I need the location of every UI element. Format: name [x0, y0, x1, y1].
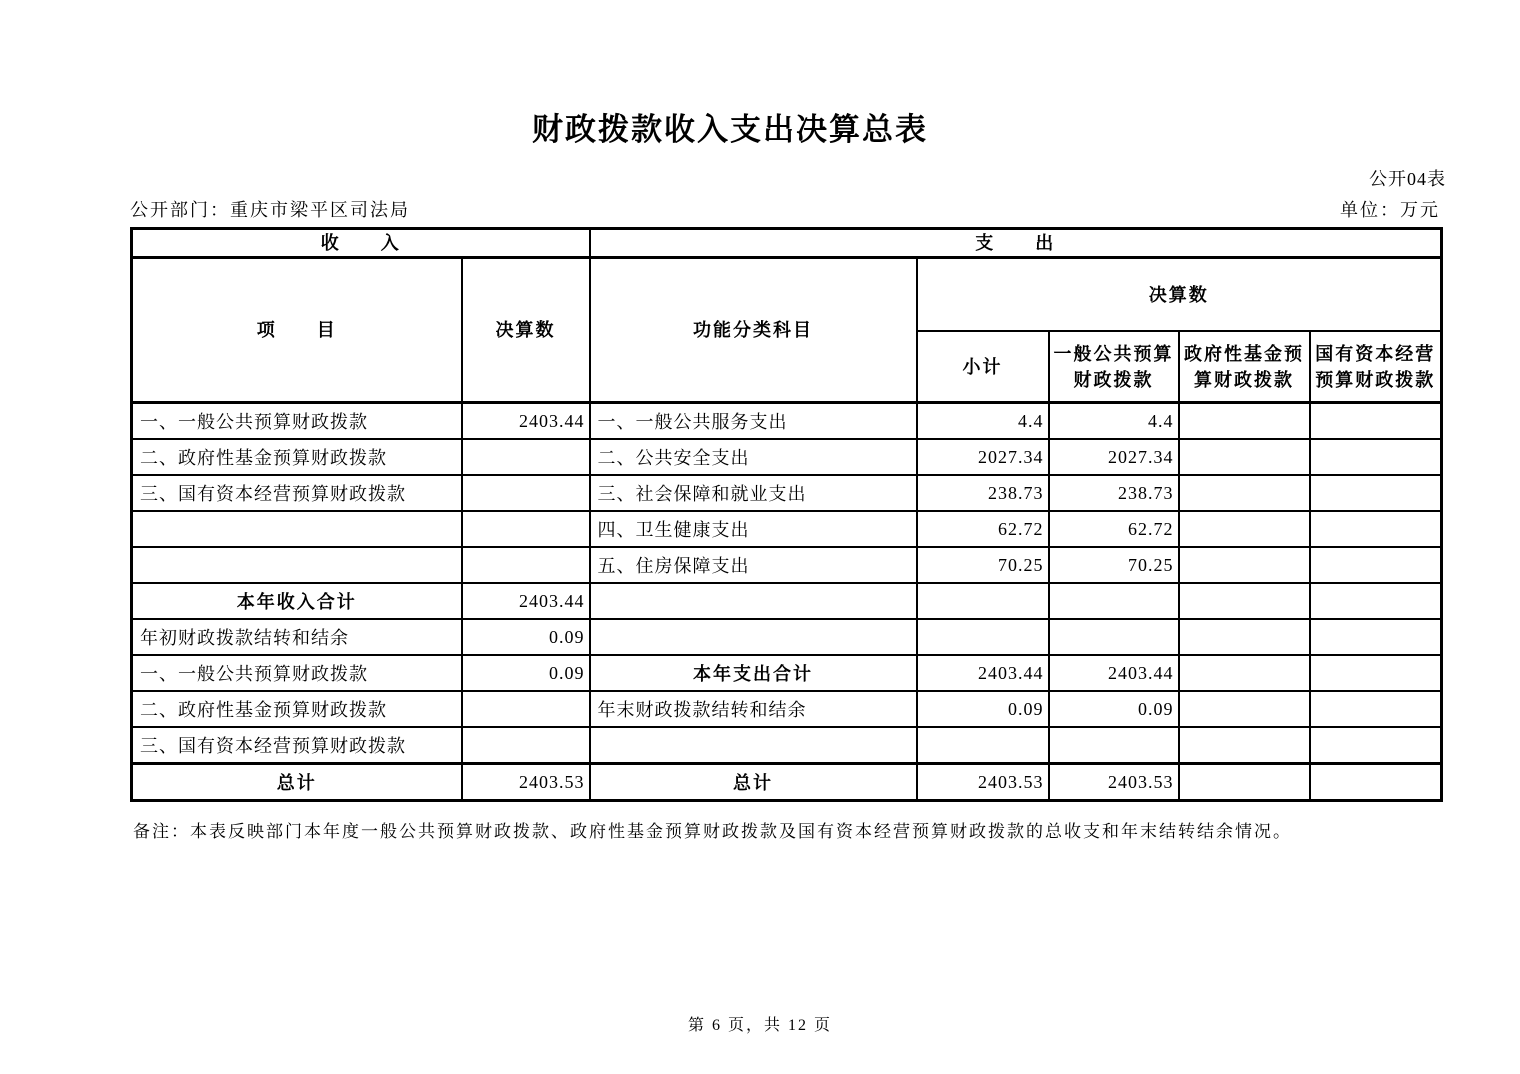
income-value-cell: [462, 691, 590, 727]
subtotal-cell: 2027.34: [917, 439, 1049, 475]
gov-fund-cell: [1179, 583, 1310, 619]
header-government-fund-budget: 政府性基金预算财政拨款: [1179, 331, 1310, 403]
unit-label: 单位：万元: [1340, 200, 1440, 220]
general-budget-cell: 62.72: [1049, 511, 1179, 547]
header-subtotal: 小计: [917, 331, 1049, 403]
income-value-cell: 2403.44: [462, 403, 590, 440]
subtotal-cell: 62.72: [917, 511, 1049, 547]
income-item-cell: 一、一般公共预算财政拨款: [132, 655, 462, 691]
note-text: 备注：本表反映部门本年度一般公共预算财政拨款、政府性基金预算财政拨款及国有资本经营预算财政拨款的总收支和年末结转结余情况。: [133, 822, 1292, 841]
state-capital-cell: [1310, 691, 1442, 727]
expense-item-cell: [590, 583, 917, 619]
general-budget-cell: [1049, 619, 1179, 655]
state-capital-cell: [1310, 619, 1442, 655]
income-value-cell: [462, 511, 590, 547]
subtotal-cell: 70.25: [917, 547, 1049, 583]
gov-fund-cell: [1179, 547, 1310, 583]
subtotal-cell: 2403.44: [917, 655, 1049, 691]
expense-item-cell: [590, 727, 917, 764]
expense-item-cell: 四、卫生健康支出: [590, 511, 917, 547]
general-budget-cell: [1049, 583, 1179, 619]
header-general-public-budget: 一般公共预算财政拨款: [1049, 331, 1179, 403]
header-expense: 支 出: [590, 229, 1442, 258]
table-row: [132, 547, 1442, 583]
gov-fund-cell: [1179, 511, 1310, 547]
state-capital-cell: [1310, 475, 1442, 511]
income-item-cell: 本年收入合计: [132, 583, 462, 619]
column-header-row-top: [132, 258, 1442, 332]
budget-table: [130, 227, 1443, 802]
table-row: [132, 691, 1442, 727]
general-budget-cell: 2027.34: [1049, 439, 1179, 475]
table-row: [132, 727, 1442, 764]
gov-fund-cell: [1179, 403, 1310, 440]
subtotal-cell: [917, 727, 1049, 764]
general-budget-cell: 4.4: [1049, 403, 1179, 440]
expense-item-cell: 二、公共安全支出: [590, 439, 917, 475]
state-capital-cell: [1310, 655, 1442, 691]
state-capital-cell: [1310, 439, 1442, 475]
header-state-capital-budget: 国有资本经营预算财政拨款: [1310, 331, 1442, 403]
table-row-total: [132, 764, 1442, 801]
state-capital-cell: [1310, 727, 1442, 764]
expense-item-cell: 三、社会保障和就业支出: [590, 475, 917, 511]
page-number: 第 6 页，共 12 页: [687, 1017, 832, 1034]
document-title: 财政拨款收入支出决算总表: [532, 112, 928, 147]
expense-item-cell: [590, 619, 917, 655]
header-final-accounts: 决算数: [462, 258, 590, 403]
general-budget-cell: 2403.44: [1049, 655, 1179, 691]
header-income: 收 入: [132, 229, 590, 258]
table-row: [132, 655, 1442, 691]
state-capital-cell: [1310, 547, 1442, 583]
income-item-cell: 三、国有资本经营预算财政拨款: [132, 475, 462, 511]
income-value-cell: [462, 547, 590, 583]
subtotal-cell: [917, 619, 1049, 655]
gov-fund-cell: [1179, 619, 1310, 655]
general-budget-cell: 2403.53: [1049, 764, 1179, 801]
income-value-cell: [462, 475, 590, 511]
income-item-cell: [132, 511, 462, 547]
general-budget-cell: [1049, 727, 1179, 764]
general-budget-cell: 70.25: [1049, 547, 1179, 583]
income-value-cell: 0.09: [462, 619, 590, 655]
subtotal-cell: 238.73: [917, 475, 1049, 511]
department-label: 公开部门：重庆市梁平区司法局: [130, 200, 410, 220]
general-budget-cell: 0.09: [1049, 691, 1179, 727]
table-row: [132, 583, 1442, 619]
income-item-cell: 二、政府性基金预算财政拨款: [132, 439, 462, 475]
subtotal-cell: 0.09: [917, 691, 1049, 727]
table-row: [132, 511, 1442, 547]
income-item-cell: 一、一般公共预算财政拨款: [132, 403, 462, 440]
income-value-cell: [462, 439, 590, 475]
section-header-row: [132, 229, 1442, 258]
income-value-cell: 2403.53: [462, 764, 590, 801]
header-item: 项 目: [132, 258, 462, 403]
table-row: [132, 403, 1442, 440]
gov-fund-cell: [1179, 439, 1310, 475]
state-capital-cell: [1310, 583, 1442, 619]
income-item-cell: [132, 547, 462, 583]
income-item-cell: 二、政府性基金预算财政拨款: [132, 691, 462, 727]
header-functional-category: 功能分类科目: [590, 258, 917, 403]
expense-item-cell: 本年支出合计: [590, 655, 917, 691]
state-capital-cell: [1310, 511, 1442, 547]
subtotal-cell: 2403.53: [917, 764, 1049, 801]
state-capital-cell: [1310, 403, 1442, 440]
gov-fund-cell: [1179, 655, 1310, 691]
income-value-cell: 2403.44: [462, 583, 590, 619]
gov-fund-cell: [1179, 727, 1310, 764]
table-row: [132, 475, 1442, 511]
income-item-cell: 三、国有资本经营预算财政拨款: [132, 727, 462, 764]
state-capital-cell: [1310, 764, 1442, 801]
gov-fund-cell: [1179, 475, 1310, 511]
gov-fund-cell: [1179, 691, 1310, 727]
meta-row: [130, 196, 1440, 222]
income-item-cell: 年初财政拨款结转和结余: [132, 619, 462, 655]
gov-fund-cell: [1179, 764, 1310, 801]
income-value-cell: [462, 727, 590, 764]
table-code: 公开04表: [1369, 169, 1446, 189]
income-item-cell: 总计: [132, 764, 462, 801]
table-row: [132, 439, 1442, 475]
expense-item-cell: 五、住房保障支出: [590, 547, 917, 583]
income-value-cell: 0.09: [462, 655, 590, 691]
general-budget-cell: 238.73: [1049, 475, 1179, 511]
table-row: [132, 619, 1442, 655]
subtotal-cell: [917, 583, 1049, 619]
expense-item-cell: 年末财政拨款结转和结余: [590, 691, 917, 727]
expense-item-cell: 总计: [590, 764, 917, 801]
expense-item-cell: 一、一般公共服务支出: [590, 403, 917, 440]
subtotal-cell: 4.4: [917, 403, 1049, 440]
header-expense-final-accounts: 决算数: [917, 258, 1442, 332]
